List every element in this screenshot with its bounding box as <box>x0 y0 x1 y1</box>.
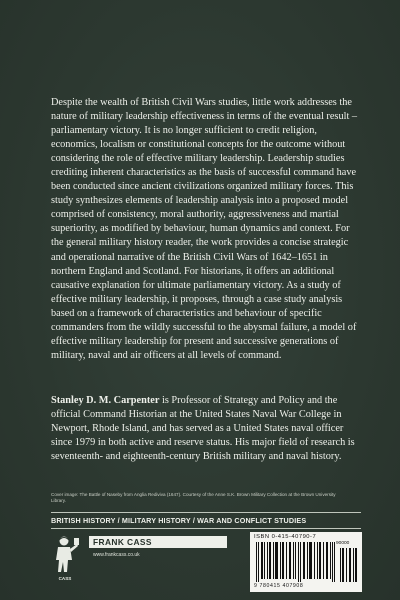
isbn-barcode <box>250 532 362 592</box>
price-addon-digits: 90000 <box>336 541 350 546</box>
isbn-number: ISBN 0-415-40790-7 <box>254 534 317 540</box>
publisher-url: www.frankcass.co.uk <box>93 552 140 558</box>
logo-label: CASS <box>58 576 72 581</box>
description-blurb: Despite the wealth of British Civil Wars studies, little work addresses the nature of military leadership effectiveness in terms of the eventual result – parliamentary victory. It is no longer sufficient to credit religion, economics, localism or constitutional concepts for the outcome without considering the role of effective military leadership. Leadership studies crediting inherent characteristics as the basis of successful command have been conducted since ancient civilizations organized military forces. This study synthesizes elements of leadership analysis into a proposed model comprised of consistency, moral authority, aggressiveness and martial superiority, as modified by behaviour, human dynamics and context. For the general military history reader, the work provides a concise strategic and operational narrative of the British Civil Wars of 1642–1651 in northern England and Scotland. For historians, it offers an additional causative explanation for ultimate parliamentary victory. As a study of effective military leadership, it proposes, through a case study analysis based on a framework of characteristics and behaviour of specific commanders from the wildly successful to the abysmal failure, a model of effective military leadership for present and successive generations of military, naval and air officers at all levels of command. <box>51 97 358 361</box>
frank-cass-logo-icon <box>51 534 87 586</box>
author-bio <box>51 394 359 464</box>
author-bio-text: is Professor of Strategy and Policy and the official Command Historian at the United States Naval War College in Newport, Rhode Island, and has served as a United States naval officer since 1979 in both active and reserve status. His major field of research is seventeenth- and eighteenth-century British military and naval history. <box>51 395 355 463</box>
publisher-name: FRANK CASS <box>89 536 227 548</box>
publisher-block <box>51 534 229 588</box>
author-name: Stanley D. M. Carpenter <box>51 395 160 406</box>
subject-categories: BRITISH HISTORY / MILITARY HISTORY / WAR AND CONFLICT STUDIES <box>51 516 307 525</box>
barcode-bars <box>254 542 358 582</box>
ean-digits: 9 780415 407908 <box>254 583 304 589</box>
cover-image-credit: Cover image: The Battle of Naseby from Anglia Rediviva (1647). Courtesy of the Anne S.K. Brown Military Collection at the Brown University Library. <box>51 492 336 504</box>
divider-bottom <box>51 528 361 529</box>
divider-top <box>51 512 361 513</box>
